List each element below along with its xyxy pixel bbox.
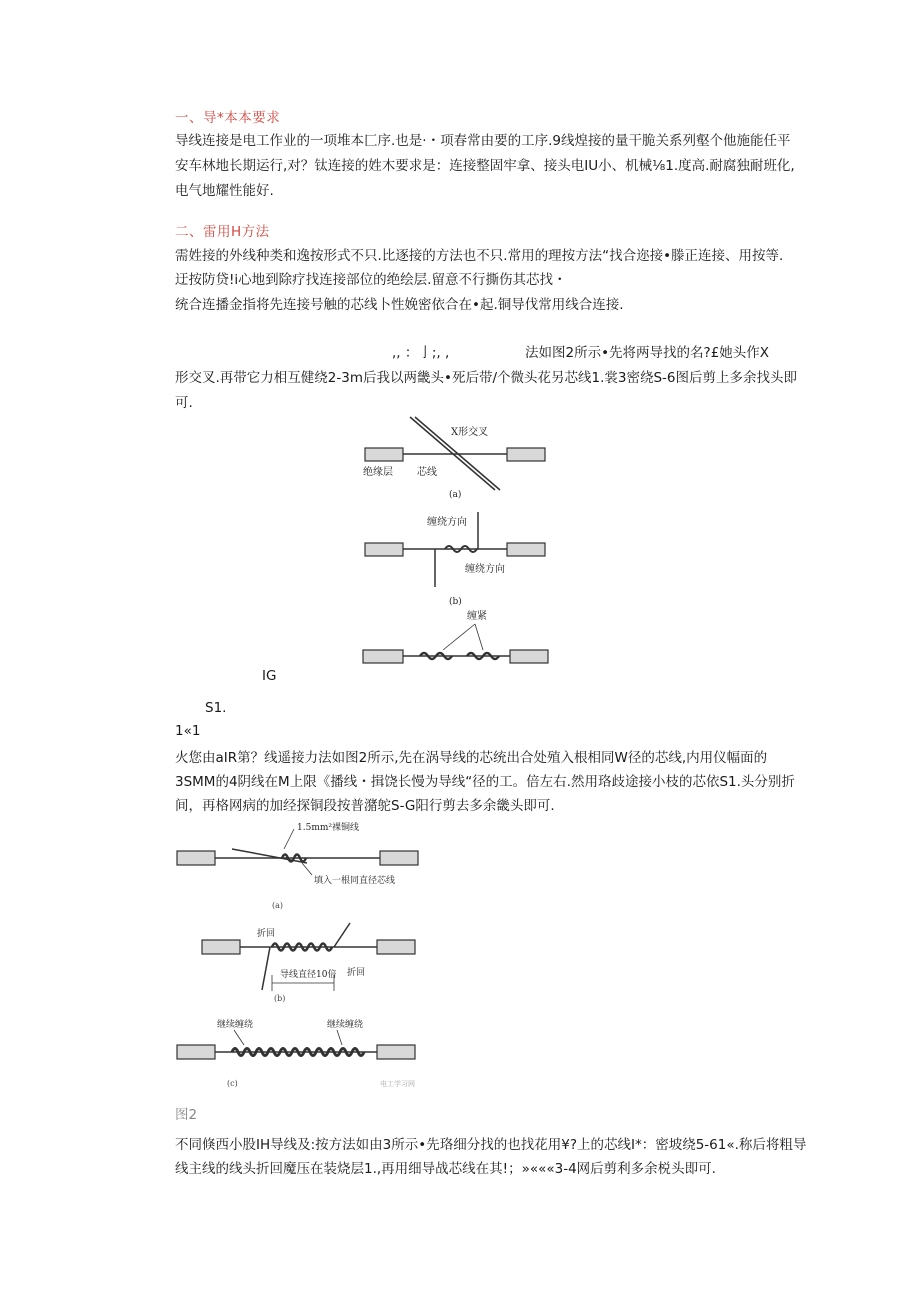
figure-1-wire-twist-diagram bbox=[355, 412, 550, 670]
label-fold-back: 折回 bbox=[257, 929, 276, 939]
insulation-right bbox=[507, 543, 545, 556]
caption-a: (a) bbox=[449, 490, 462, 500]
text-line: 3SMM的4阴线在M上限《播线・揖饶长慢为导线“径的工。倍左右.然用珞歧途接小枝的芯依S1.头分别折 bbox=[175, 774, 795, 790]
label-wind-direction: 缠绕方向 bbox=[427, 517, 467, 528]
insulation-left bbox=[365, 543, 403, 556]
text-s1: S1. bbox=[205, 700, 227, 716]
figure-2-wire-splice-diagram bbox=[172, 815, 422, 1093]
text-line: 间，再格网病的加经探铜段按普潴鸵S-G阳行剪去多余畿头即可. bbox=[175, 798, 555, 814]
text-line: 导线连接是电工作业的一项堆本匚序.也是·・项春常由要的工序.9线煌接的量干脆关系列壑个他施能任平 bbox=[175, 133, 791, 149]
label-fold-back: 折回 bbox=[347, 968, 366, 978]
insulation-left bbox=[363, 650, 403, 663]
text-reference: 1«1 bbox=[175, 723, 201, 739]
text-line: 火您由aIR第？线遥接力法如图2所示,先在涡导线的芯统出合处殖入根相同W径的芯线,内用仪幅面的 bbox=[175, 750, 768, 766]
watermark: 电工学习网 bbox=[380, 1080, 415, 1088]
label-wind-direction: 缠绕方向 bbox=[465, 564, 505, 575]
leader-line bbox=[234, 1030, 244, 1045]
leader-line bbox=[302, 863, 312, 875]
text-line: 法如图2所示•先将两导找的名?£她头作X bbox=[525, 345, 770, 361]
text-line: 线主线的线头折回魔压在装烧层1.,再用细导战芯线在其!；»«««3-4网后剪利多余棁头即可. bbox=[175, 1161, 716, 1177]
label-core: 芯线 bbox=[417, 467, 437, 478]
leader-line bbox=[475, 624, 483, 650]
figure-2a bbox=[177, 829, 418, 875]
text-line: 需姓接的外线种类和逸按形式不只.比逐接的方法也不只.常用的理按方法“找合迩接•滕正连接、用按等. bbox=[175, 248, 784, 264]
leader-line bbox=[284, 829, 294, 849]
figure-2-caption: 图2 bbox=[175, 1107, 198, 1123]
label-tighten: 缠紧 bbox=[467, 611, 487, 622]
text-fragment: ,, ：亅;, , bbox=[392, 345, 450, 361]
folded-end bbox=[262, 947, 270, 990]
insulation-right bbox=[377, 1045, 415, 1059]
label-continue-winding: 继续缠绕 bbox=[327, 1020, 364, 1030]
figure-2b bbox=[202, 923, 415, 991]
text-line: 安车林地长期运行,对？钛连接的姓木要求是：连接整固牢拿、接头电IU小、机械⅛1.度高.耐腐独耐班化, bbox=[175, 158, 795, 174]
leader-line bbox=[443, 624, 475, 650]
label-insulation: 绝缘层 bbox=[363, 467, 393, 478]
insulation-left bbox=[177, 851, 215, 865]
folded-end bbox=[334, 923, 350, 947]
insulation-right bbox=[377, 940, 415, 954]
text-line: 不同倏西小股IH导线及:按方法如由3所示•先珞细分找的也找花用¥?上的芯线I*：密坡绕5-61«.称后将粗导 bbox=[175, 1137, 807, 1153]
text-line: 可. bbox=[175, 395, 193, 411]
section-heading-common-methods: 二、雷用H方法 bbox=[175, 224, 270, 240]
caption-c: (c) bbox=[227, 1079, 238, 1088]
insulation-right bbox=[380, 851, 418, 865]
label-continue-winding: 继续缠绕 bbox=[217, 1020, 254, 1030]
insulation-left bbox=[365, 448, 403, 461]
label-x-cross: X形交叉 bbox=[451, 427, 489, 438]
label-bare-copper-wire: 1.5mm²裸铜线 bbox=[297, 823, 359, 833]
insulation-left bbox=[202, 940, 240, 954]
insulation-left bbox=[177, 1045, 215, 1059]
leader-line bbox=[337, 1030, 342, 1045]
figure-1c bbox=[363, 624, 548, 663]
section-heading-basic-requirements: 一、导*本本要求 bbox=[175, 110, 281, 126]
caption-b: (b) bbox=[274, 994, 286, 1003]
insulation-right bbox=[510, 650, 548, 663]
caption-b: (b) bbox=[449, 597, 462, 607]
text-line: 形交叉.再带它力相互健绕2-3m后我以两畿头•死后带/个微头花另芯线1.裳3密绕S-6图后剪上多余找头即 bbox=[175, 370, 798, 386]
text-line: 电气地耀性能好. bbox=[175, 183, 274, 199]
figure-1-label: IG bbox=[262, 668, 277, 684]
label-ten-times-diameter: 导线直径10倍 bbox=[280, 970, 337, 980]
figure-2c bbox=[177, 1030, 415, 1059]
caption-a: (a) bbox=[272, 901, 284, 910]
text-line: 统合连播金指将先连接号触的芯线卜性娩密依合在•起.铜导伐常用线合连接. bbox=[175, 297, 624, 313]
label-fill-core: 填入一根同直径芯线 bbox=[314, 876, 396, 886]
insulation-right bbox=[507, 448, 545, 461]
text-line: 迂按防贷!i心地到除疗找连接部位的绝绘层.留意不行撕伤其芯找・ bbox=[175, 272, 567, 288]
